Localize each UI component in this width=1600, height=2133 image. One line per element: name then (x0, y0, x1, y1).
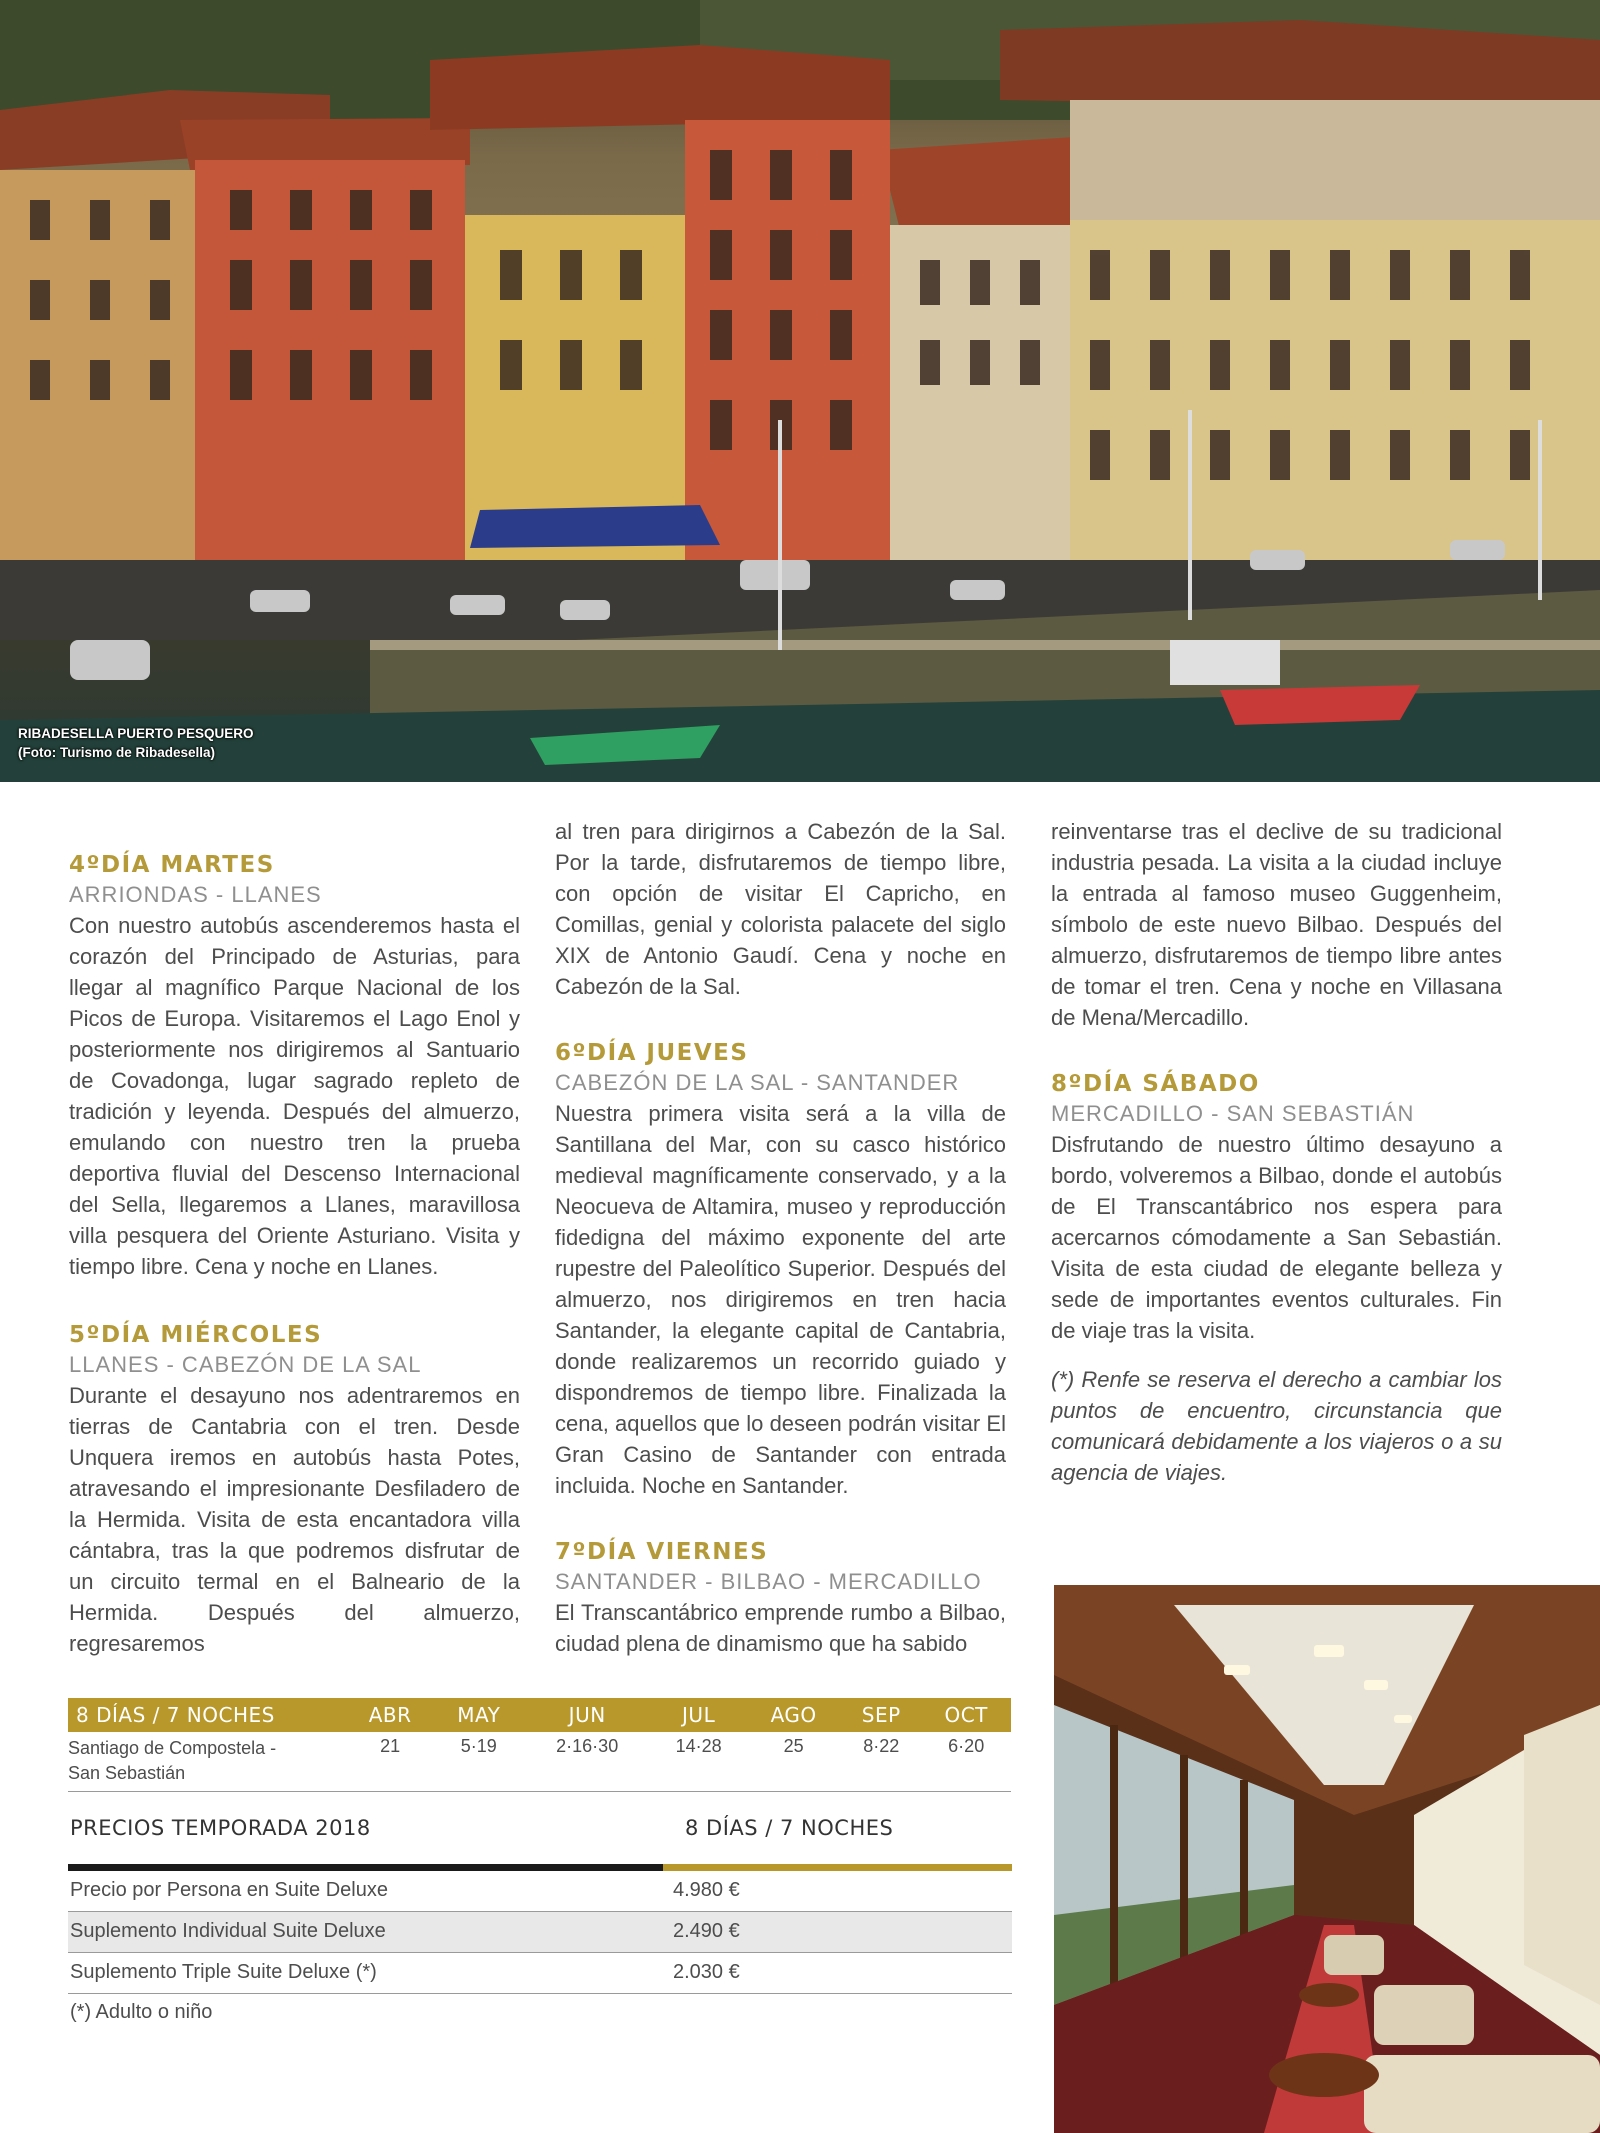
price-label: Precio por Persona en Suite Deluxe (70, 1879, 388, 1901)
schedule-header-month: OCT (921, 1698, 1011, 1732)
day8-text: Disfrutando de nuestro último desayuno a bordo, volveremos a Bilbao, donde el autobús de El Transcantábrico nos espera para acercarnos cómodamente a San Sebastián. Visita de esta ciudad de elegante belleza y sede de importantes eventos culturales. Fin de viaje tras la visita. (1051, 1132, 1502, 1343)
price-row (68, 1871, 1012, 1912)
price-label: Suplemento Triple Suite Deluxe (*) (70, 1961, 377, 1983)
departure-schedule-table (68, 1698, 1011, 1788)
meeting-point-note: (*) Renfe se reserva el derecho a cambiar los puntos de encuentro, circunstancia que comunicará debidamente a los viajeros o a su agencia de viajes. (1051, 1367, 1502, 1485)
schedule-header-row (68, 1698, 1011, 1732)
day7-text-continued: reinventarse tras el declive de su tradicional industria pesada. La visita a la ciudad incluye la entrada al famoso museo Guggenheim, símbolo de este nuevo Bilbao. Después del almuerzo, disfrutaremos de tiempo libre antes de tomar el tren. Cena y noche en Villasana de Mena/Mercadillo. (1051, 819, 1502, 1030)
day5-text: Durante el desayuno nos adentraremos en tierras de Cantabria con el tren. Desde Unquera iremos en autobús hasta Potes, atravesando el impresionante Desfiladero de la Hermida. Visita de esta encantadora villa cántabra, tras la que podremos disfrutar de un circuito termal en el Balneario de la Hermida. Después del almuerzo, regresaremos (69, 1383, 520, 1656)
schedule-route-origin: Santiago de Compostela - (68, 1738, 277, 1758)
schedule-header-month: AGO (746, 1698, 841, 1732)
caption-title: RIBADESELLA PUERTO PESQUERO (18, 726, 254, 741)
price-row (68, 1912, 1012, 1953)
day5-text-continued: al tren para dirigirnos a Cabezón de la Sal. Por la tarde, disfrutaremos de tiempo libre, con opción de visitar El Capricho, en Comillas, genial y colorista palacete del siglo XIX de Antonio Gaudí. Cena y noche en Cabezón de la Sal. (555, 819, 1006, 999)
day5-route: LLANES - CABEZÓN DE LA SAL (69, 1352, 422, 1377)
schedule-header-month: JUL (651, 1698, 746, 1732)
price-header-bar-accent (663, 1864, 1012, 1871)
schedule-dates: 2·16·30 (556, 1736, 619, 1756)
harbor-illustration (0, 0, 1600, 782)
photo-caption (18, 724, 254, 762)
day8-route: MERCADILLO - SAN SEBASTIÁN (1051, 1101, 1415, 1126)
schedule-divider (68, 1791, 1011, 1792)
schedule-dates: 8·22 (863, 1736, 900, 1756)
price-label: Suplemento Individual Suite Deluxe (70, 1920, 386, 1942)
schedule-dates: 25 (783, 1736, 804, 1756)
price-table-period: 8 DÍAS / 7 NOCHES (685, 1816, 894, 1840)
price-header-bar (68, 1864, 663, 1871)
schedule-header-month: JUN (523, 1698, 651, 1732)
train-interior-illustration (1054, 1585, 1600, 2133)
day6-route: CABEZÓN DE LA SAL - SANTANDER (555, 1070, 960, 1095)
price-footnote: (*) Adulto o niño (70, 2001, 213, 2023)
schedule-route-destination: San Sebastián (68, 1763, 186, 1783)
schedule-header-month: MAY (434, 1698, 523, 1732)
day8-title: 8ºDÍA SÁBADO (1051, 1071, 1260, 1097)
column-2 (555, 816, 1006, 1659)
column-1 (69, 850, 520, 1659)
schedule-dates: 14·28 (675, 1736, 722, 1756)
price-value: 2.030 € (673, 1961, 740, 1983)
schedule-dates: 21 (380, 1736, 401, 1756)
ribadesella-harbor-photo (0, 0, 1600, 782)
schedule-header-month: ABR (346, 1698, 434, 1732)
day5-title: 5ºDÍA MIÉRCOLES (69, 1322, 323, 1348)
schedule-dates: 5·19 (460, 1736, 497, 1756)
day6-text: Nuestra primera visita será a la villa de Santillana del Mar, con su casco histórico medieval magníficamente conservado, y a la Neocueva de Altamira, museo y reproducción fidedigna del máximo exponente del arte rupestre del Paleolítico Superior. Después del almuerzo, nos dirigiremos en tren hacia Santander, la elegante capital de Cantabria, donde realizaremos un recorrido guiado y dispondremos de tiempo libre. Finalizada la cena, aquellos que lo deseen podrán visitar El Gran Casino de Santander con entrada incluida. Noche en Santander. (555, 1101, 1006, 1498)
price-table-title: PRECIOS TEMPORADA 2018 (70, 1816, 371, 1840)
caption-credit: (Foto: Turismo de Ribadesella) (18, 745, 216, 760)
schedule-dates: 6·20 (948, 1736, 985, 1756)
day6-title: 6ºDÍA JUEVES (555, 1040, 749, 1066)
column-3 (1051, 816, 1502, 1488)
day7-title: 7ºDÍA VIERNES (555, 1539, 769, 1565)
day4-title: 4ºDÍA MARTES (69, 852, 275, 878)
schedule-header-duration: 8 DÍAS / 7 NOCHES (68, 1698, 346, 1732)
price-value: 4.980 € (673, 1879, 740, 1901)
day4-text: Con nuestro autobús ascenderemos hasta el corazón del Principado de Asturias, para llegar al magnífico Parque Nacional de los Picos de Europa. Visitaremos el Lago Enol y posteriormente nos dirigiremos al Santuario de Covadonga, lugar sagrado repleto de tradición y leyenda. Después del almuerzo, emulando con nuestro tren la prueba deportiva fluvial del Descenso Internacional del Sella, llegaremos a Llanes, maravillosa villa pesquera del Oriente Asturiano. Visita y tiempo libre. Cena y noche en Llanes. (69, 913, 520, 1279)
schedule-row (68, 1732, 1011, 1788)
price-row (68, 1953, 1012, 1994)
day7-route: SANTANDER - BILBAO - MERCADILLO (555, 1569, 982, 1594)
train-interior-photo (1054, 1585, 1600, 2133)
price-value: 2.490 € (673, 1920, 740, 1942)
day7-text: El Transcantábrico emprende rumbo a Bilbao, ciudad plena de dinamismo que ha sabido (555, 1600, 1006, 1656)
schedule-route (68, 1732, 346, 1788)
schedule-header-month: SEP (841, 1698, 921, 1732)
day4-route: ARRIONDAS - LLANES (69, 882, 322, 907)
